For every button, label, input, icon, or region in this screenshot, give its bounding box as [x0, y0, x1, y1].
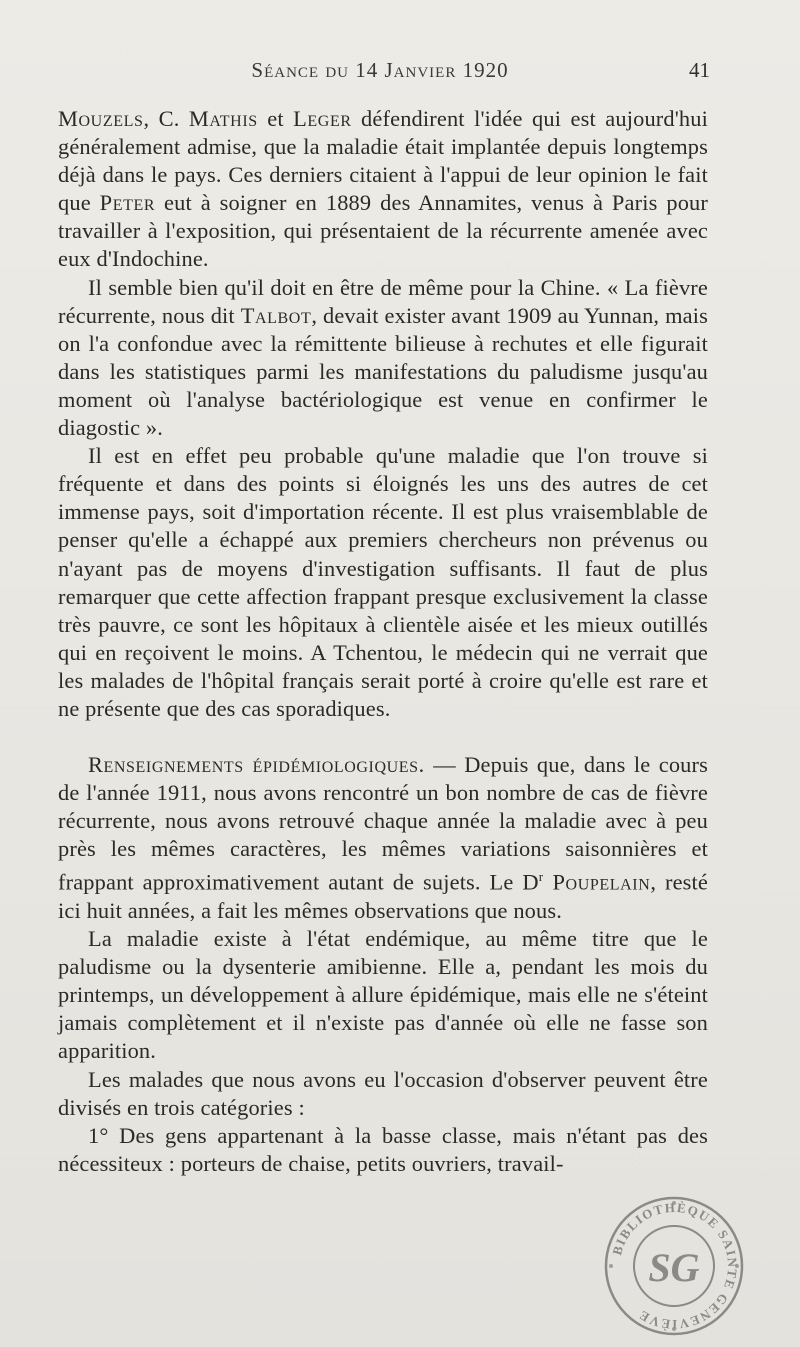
text-run: , C. — [143, 106, 189, 131]
text-run: et — [257, 106, 294, 131]
author-name: Peter — [99, 190, 156, 216]
library-stamp — [603, 1195, 745, 1337]
paragraph-1 — [58, 105, 708, 274]
running-head — [60, 58, 710, 90]
text-run: , devait exister avant 1909 au Yunnan, mais on l'a confondue avec la rémittente bilieuse à rechutes et elle figurait dans les statistiques parmi les manifestations du paludisme jusqu'au moment où l'analyse bactériologique est venue en confirmer le diagostic ». — [58, 302, 708, 441]
paragraph-7: 1° Des gens appartenant à la basse classe, mais n'étant pas des nécessiteux : porteurs de chaise, petits ouvriers, travail- — [58, 1122, 708, 1176]
paragraph-4 — [58, 751, 708, 925]
superscript: r — [538, 869, 544, 885]
page-number: 41 — [689, 58, 710, 82]
paragraph-5: La maladie existe à l'état endémique, au même titre que le paludisme ou la dysenterie amibienne. Elle a, pendant les mois du printemps, un développement à allure épidémique, mais elle ne s'éteint jamais complètement et il n'existe pas d'année où elle ne fasse son apparition. — [58, 926, 708, 1064]
author-name: Talbot — [240, 302, 312, 328]
author-name: Mouzels — [58, 106, 144, 131]
text-run: eut à soigner en 1889 des Annamites, venus à Paris pour travailler à l'exposition, qui présentaient de la récurrente amenée avec eux d'Indochine. — [58, 190, 708, 272]
author-name: Mathis — [188, 106, 258, 131]
text-run: défendirent l'idée qui est aujourd'hui généralement admise, que la maladie était implantée depuis longtemps déjà dans le pays. Ces derniers citaient à l'appui de leur opinion le fait que — [58, 106, 708, 216]
running-title: Séance du 14 Janvier 1920 — [251, 58, 509, 82]
paragraph-6: Les malades que nous avons eu l'occasion d'observer peuvent être divisés en trois catégories : — [58, 1066, 708, 1120]
stamp-monogram: SG — [648, 1245, 700, 1290]
text-run: — Depuis que, dans le cours de l'année 1911, nous avons rencontré un bon nombre de cas de fièvre récurrente, nous avons retrouvé chaque année la maladie avec à peu près les mêmes caractères, les mêmes variations saisonnières et frappant approximativement autant de sujets. Le D — [58, 752, 708, 895]
text-run: Il semble bien qu'il doit en être de même pour la Chine. « La fièvre récurrente, nous dit — [58, 274, 708, 328]
text-run: , resté ici huit années, a fait les mêmes observations que nous. — [58, 869, 709, 923]
section-heading: Renseignements épidémiologiques. — [88, 752, 425, 778]
author-name: Poupelain — [543, 869, 651, 895]
stamp-ring-text: BIBLIOTHÈQUE SAINTE GENEVIÈVE — [609, 1199, 741, 1333]
body-text — [58, 105, 708, 1178]
stamp-seal-icon — [603, 1195, 745, 1337]
paragraph-2 — [58, 274, 708, 443]
paragraph-3: Il est en effet peu probable qu'une maladie que l'on trouve si fréquente et dans des points si éloignés les uns des autres de cet immense pays, soit d'importation récente. Il est plus vraisemblable de penser qu'elle a échappé aux premiers chercheurs non prévenus ou n'ayant pas de moyens d'investigation suffisants. Il faut de plus remarquer que cette affection frappant presque exclusivement la classe très pauvre, ce sont les hôpitaux à clientèle aisée et les mieux outillés qui en reçoivent le moins. A Tchentou, le médecin qui ne verrait que les malades de l'hôpital français serait porté à croire qu'elle est rare et ne présente que des cas sporadiques. — [58, 443, 708, 721]
author-name: Leger — [293, 106, 352, 131]
